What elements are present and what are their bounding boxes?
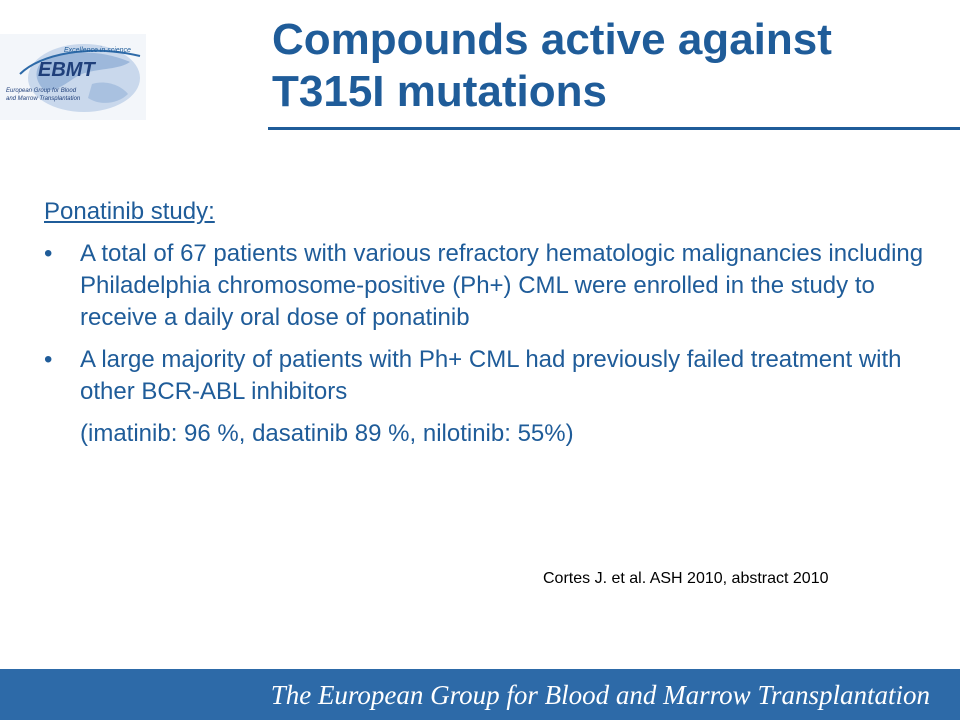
bullet-dot: • bbox=[44, 346, 53, 373]
logo-name: EBMT bbox=[38, 59, 95, 81]
bullet-item bbox=[44, 344, 924, 408]
citation: Cortes J. et al. ASH 2010, abstract 2010 bbox=[543, 570, 829, 587]
logo-line1: European Group for Blood bbox=[6, 88, 77, 94]
bullet-item bbox=[44, 238, 924, 334]
ebmt-logo-graphic bbox=[0, 34, 146, 120]
logo-tagline: Excellence in science bbox=[64, 47, 131, 54]
slide-body bbox=[44, 196, 924, 450]
logo-line2: and Marrow Transplantation bbox=[6, 96, 81, 102]
footer-bar bbox=[0, 669, 960, 720]
footer-text: The European Group for Blood and Marrow Transplantation bbox=[270, 680, 930, 710]
slide-title-line2: T315I mutations bbox=[272, 67, 607, 116]
bullet-dot: • bbox=[44, 240, 53, 267]
bullet-text: A large majority of patients with Ph+ CML had previously failed treatment with other BCR-ABL inhibitors bbox=[80, 346, 902, 405]
bullet-text: A total of 67 patients with various refractory hematologic malignancies including Philadelphia chromosome-positive (Ph+) CML were enrolled in the study to receive a daily oral dose of ponatinib bbox=[80, 240, 924, 331]
ebmt-logo bbox=[0, 34, 146, 120]
slide-title bbox=[272, 14, 952, 118]
title-underline bbox=[268, 127, 960, 130]
inhibitor-percentages: (imatinib: 96 %, dasatinib 89 %, nilotinib: 55%) bbox=[80, 420, 574, 447]
section-subheading: Ponatinib study: bbox=[44, 198, 215, 225]
slide-title-line1: Compounds active against bbox=[272, 15, 832, 64]
